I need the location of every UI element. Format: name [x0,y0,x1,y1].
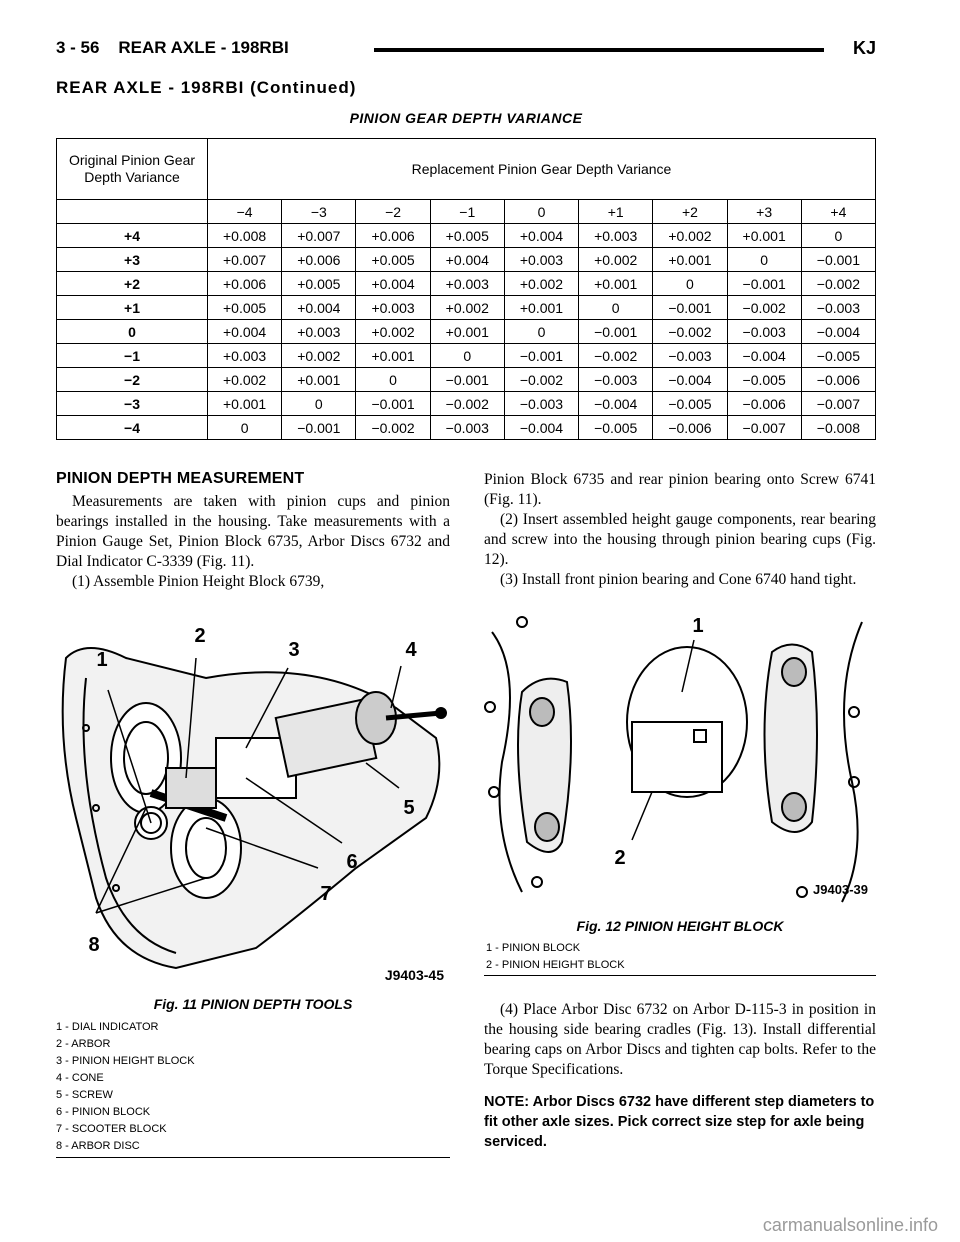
column-values-row [57,200,876,224]
table-cell: −0.001 [727,272,801,296]
table-cell: +0.002 [579,248,653,272]
continued-heading: REAR AXLE - 198RBI (Continued) [56,78,357,97]
table-cell: +0.006 [282,248,356,272]
table-cell: −0.002 [727,296,801,320]
step-4: (4) Place Arbor Disc 6732 on Arbor D-115-3 in position in the housing side bearing cradles (Fig. 13). Install differential bearing caps on Arbor Discs and tighten cap bolts. Refer to the Torque Specifications. [484,1001,876,1078]
table-row [57,224,876,248]
legend-item: 1 - PINION BLOCK [486,942,581,954]
table-cell: +0.007 [282,224,356,248]
table-cell: −0.003 [579,368,653,392]
table-cell: 0 [727,248,801,272]
step-1-end: Pinion Block 6735 and rear pinion bearing onto Screw 6741 (Fig. 11). [484,471,876,508]
fig12-caption: Fig. 12 PINION HEIGHT BLOCK [576,918,784,934]
fig12-bottom-rule [484,975,876,976]
table-header-row [57,139,876,200]
table-cell: +0.006 [356,224,430,248]
table-cell: −0.004 [727,344,801,368]
callout-7: 7 [320,883,332,905]
fig12-legend [486,940,625,974]
table-cell: −0.004 [579,392,653,416]
callout-4: 4 [405,639,417,661]
table-cell: +0.004 [208,320,282,344]
row-header: +4 [57,224,208,248]
table-cell: +0.001 [727,224,801,248]
table-cell: +0.003 [504,248,578,272]
fig12-illustration [482,612,876,908]
brand-code: KJ [852,38,876,58]
row-header: 0 [57,320,208,344]
col-header: +3 [727,200,801,224]
column-group-header: Replacement Pinion Gear Depth Variance [208,139,876,200]
fig11-code: J9403-45 [384,967,444,983]
table-cell: +0.004 [356,272,430,296]
table-cell: −0.001 [504,344,578,368]
table-cell: +0.003 [579,224,653,248]
table-cell: −0.001 [430,368,504,392]
table-cell: −0.005 [653,392,727,416]
header-rule [374,48,824,52]
step-1-start: (1) Assemble Pinion Height Block 6739, [72,573,325,590]
callout-3: 3 [288,639,300,661]
watermark: carmanualsonline.info [762,1215,938,1235]
row-header: −4 [57,416,208,440]
table-cell: +0.001 [579,272,653,296]
table-row [57,320,876,344]
table-cell: −0.002 [504,368,578,392]
table-cell: 0 [282,392,356,416]
col-header: −4 [208,200,282,224]
table-cell: +0.001 [282,368,356,392]
col-header: +4 [801,200,875,224]
right-column-text [484,470,876,590]
callout-5: 5 [403,797,415,819]
legend-item: 6 - PINION BLOCK [56,1106,151,1118]
table-cell: +0.001 [653,248,727,272]
fig12-code: J9403-39 [813,882,868,897]
table-row [57,248,876,272]
callout-1: 1 [96,649,108,671]
table-cell: +0.002 [208,368,282,392]
legend-item: 1 - DIAL INDICATOR [56,1021,159,1033]
fig11-legend [56,1019,195,1155]
table-cell: +0.001 [504,296,578,320]
table-cell: −0.006 [727,392,801,416]
table-cell: +0.003 [430,272,504,296]
callout-6: 6 [346,851,358,873]
table-cell: +0.006 [208,272,282,296]
table-cell: 0 [208,416,282,440]
intro-paragraph: Measurements are taken with pinion cups and pinion bearings installed in the housing. Take measurements with a Pinion Gauge Set, Pinion Block 6735, Arbor Discs 6732 and Dial Indicator C-3339 (Fig. 11). [56,493,450,570]
table-cell: −0.001 [653,296,727,320]
table-cell: −0.001 [282,416,356,440]
row-header: +3 [57,248,208,272]
table-cell: +0.001 [430,320,504,344]
section-heading: PINION DEPTH MEASUREMENT [56,470,305,487]
table-cell: +0.005 [430,224,504,248]
table-cell: −0.008 [801,416,875,440]
table-cell: −0.007 [801,392,875,416]
table-cell: +0.002 [653,224,727,248]
table-cell: −0.005 [727,368,801,392]
table-cell: +0.002 [430,296,504,320]
fig12-callout-1: 1 [692,615,704,637]
table-cell: +0.004 [504,224,578,248]
table-cell: 0 [504,320,578,344]
table-cell: −0.001 [801,248,875,272]
row-header: −3 [57,392,208,416]
col-header: +1 [579,200,653,224]
table-cell: 0 [430,344,504,368]
table-cell: +0.004 [430,248,504,272]
step-2: (2) Insert assembled height gauge components, rear bearing and screw into the housing through pinion bearing cups (Fig. 12). [484,511,876,568]
table-cell: 0 [356,368,430,392]
table-title: PINION GEAR DEPTH VARIANCE [349,110,583,126]
table-cell: +0.001 [208,392,282,416]
table-cell: +0.003 [356,296,430,320]
table-cell: −0.002 [801,272,875,296]
table-cell: +0.005 [282,272,356,296]
legend-item: 8 - ARBOR DISC [56,1140,140,1152]
col-header: +2 [653,200,727,224]
row-header: −1 [57,344,208,368]
step-3: (3) Install front pinion bearing and Cone 6740 hand tight. [500,571,857,588]
table-cell: −0.003 [727,320,801,344]
legend-item: 7 - SCOOTER BLOCK [56,1123,167,1135]
table-cell: −0.002 [579,344,653,368]
table-cell: +0.003 [208,344,282,368]
table-cell: 0 [579,296,653,320]
table-cell: −0.006 [801,368,875,392]
left-column-text [56,492,450,592]
table-cell: +0.002 [282,344,356,368]
table-row [57,296,876,320]
table-cell: −0.006 [653,416,727,440]
table-row [57,392,876,416]
row-header: −2 [57,368,208,392]
table-cell: +0.007 [208,248,282,272]
legend-item: 2 - PINION HEIGHT BLOCK [486,959,625,971]
table-cell: −0.003 [430,416,504,440]
table-cell: +0.002 [356,320,430,344]
legend-item: 2 - ARBOR [56,1038,111,1050]
table-cell: +0.008 [208,224,282,248]
table-cell: +0.002 [504,272,578,296]
table-cell: −0.007 [727,416,801,440]
table-cell: +0.005 [356,248,430,272]
table-cell: −0.002 [653,320,727,344]
page-title: 3 - 56 REAR AXLE - 198RBI [56,38,289,57]
fig11-caption: Fig. 11 PINION DEPTH TOOLS [153,996,353,1012]
fig12-callout-2: 2 [614,847,626,869]
corner-header: Original Pinion Gear Depth Variance [57,139,208,200]
legend-item: 3 - PINION HEIGHT BLOCK [56,1055,195,1067]
table-cell: −0.004 [801,320,875,344]
table-cell: 0 [801,224,875,248]
table-cell: −0.005 [579,416,653,440]
col-header: 0 [504,200,578,224]
row-header: +1 [57,296,208,320]
table-row [57,368,876,392]
col-header: −3 [282,200,356,224]
callout-8: 8 [88,934,100,956]
note: NOTE: Arbor Discs 6732 have different step diameters to fit other axle sizes. Pick correct size step for axle being serviced. [484,1094,875,1150]
table-cell: −0.005 [801,344,875,368]
variance-table [56,138,876,440]
fig11-bottom-rule [56,1157,450,1158]
row-header: +2 [57,272,208,296]
fig11-illustration [56,618,450,990]
table-cell: −0.002 [356,416,430,440]
table-cell: −0.003 [653,344,727,368]
table-cell: +0.003 [282,320,356,344]
legend-item: 5 - SCREW [56,1089,113,1101]
table-cell: +0.001 [356,344,430,368]
table-cell: 0 [653,272,727,296]
table-cell: −0.004 [653,368,727,392]
table-row [57,272,876,296]
table-cell: −0.001 [579,320,653,344]
table-cell: −0.003 [504,392,578,416]
blank-cell [57,200,208,224]
table-cell: −0.002 [430,392,504,416]
callout-2: 2 [194,625,206,647]
table-cell: +0.004 [282,296,356,320]
table-row [57,416,876,440]
table-cell: −0.003 [801,296,875,320]
step-4-block [484,1000,876,1080]
table-cell: −0.004 [504,416,578,440]
table-row [57,344,876,368]
col-header: −2 [356,200,430,224]
legend-item: 4 - CONE [56,1072,104,1084]
page-header [56,38,876,68]
col-header: −1 [430,200,504,224]
table-cell: −0.001 [356,392,430,416]
table-cell: +0.005 [208,296,282,320]
